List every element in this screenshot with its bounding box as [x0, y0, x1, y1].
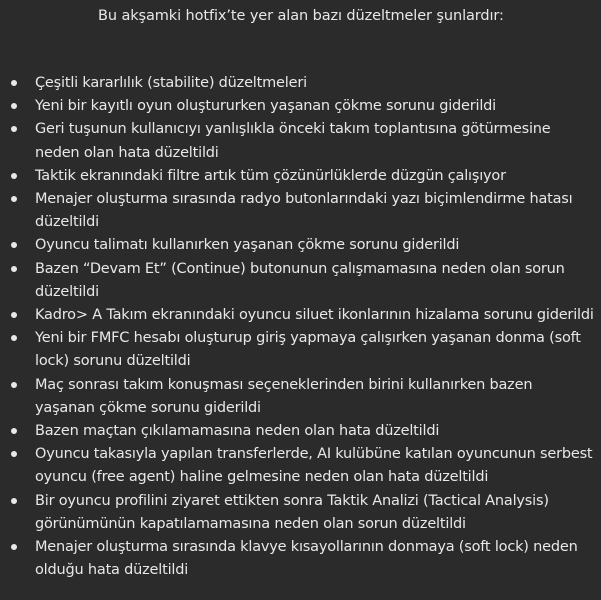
fix-item-11: Bazen maçtan çıkılamamasına neden olan hata düzeltildi — [0, 420, 595, 443]
fix-item-14: Menajer oluşturma sırasında klavye kısayollarının donmaya (soft lock) neden olduğu hata düzeltildi — [0, 536, 595, 582]
fix-item-5: Menajer oluşturma sırasında radyo butonlarındaki yazı biçimlendirme hatası düzeltildi — [0, 188, 595, 234]
fix-list — [0, 72, 595, 582]
fix-item-12: Oyuncu takasıyla yapılan transferlerde, AI kulübüne katılan oyuncunun serbest oyuncu (free agent) haline gelmesine neden olan hata düzeltildi — [0, 443, 595, 489]
fix-item-8: Kadro> A Takım ekranındaki oyuncu siluet ikonlarının hizalama sorunu giderildi — [0, 304, 595, 327]
fix-item-4: Taktik ekranındaki filtre artık tüm çözünürlüklerde düzgün çalışıyor — [0, 165, 595, 188]
fix-item-7: Bazen “Devam Et” (Continue) butonunun çalışmamasına neden olan sorun düzeltildi — [0, 258, 595, 304]
fix-item-6: Oyuncu talimatı kullanırken yaşanan çökme sorunu giderildi — [0, 234, 595, 257]
fix-item-13: Bir oyuncu profilini ziyaret ettikten sonra Taktik Analizi (Tactical Analysis) görünümünün kapatılamamasına neden olan sorun düzeltildi — [0, 490, 595, 536]
intro-text: Bu akşamki hotfix’te yer alan bazı düzeltmeler şunlardır: — [98, 8, 504, 24]
fix-item-10: Maç sonrası takım konuşması seçeneklerinden birini kullanırken bazen yaşanan çökme sorunu giderildi — [0, 374, 595, 420]
fix-item-3: Geri tuşunun kullanıcıyı yanlışlıkla önceki takım toplantısına götürmesine neden olan hata düzeltildi — [0, 118, 595, 164]
fix-item-1: Çeşitli kararlılık (stabilite) düzeltmeleri — [0, 72, 595, 95]
fix-item-2: Yeni bir kayıtlı oyun oluştururken yaşanan çökme sorunu giderildi — [0, 95, 595, 118]
fix-item-9: Yeni bir FMFC hesabı oluşturup giriş yapmaya çalışırken yaşanan donma (soft lock) sorunu düzeltildi — [0, 327, 595, 373]
